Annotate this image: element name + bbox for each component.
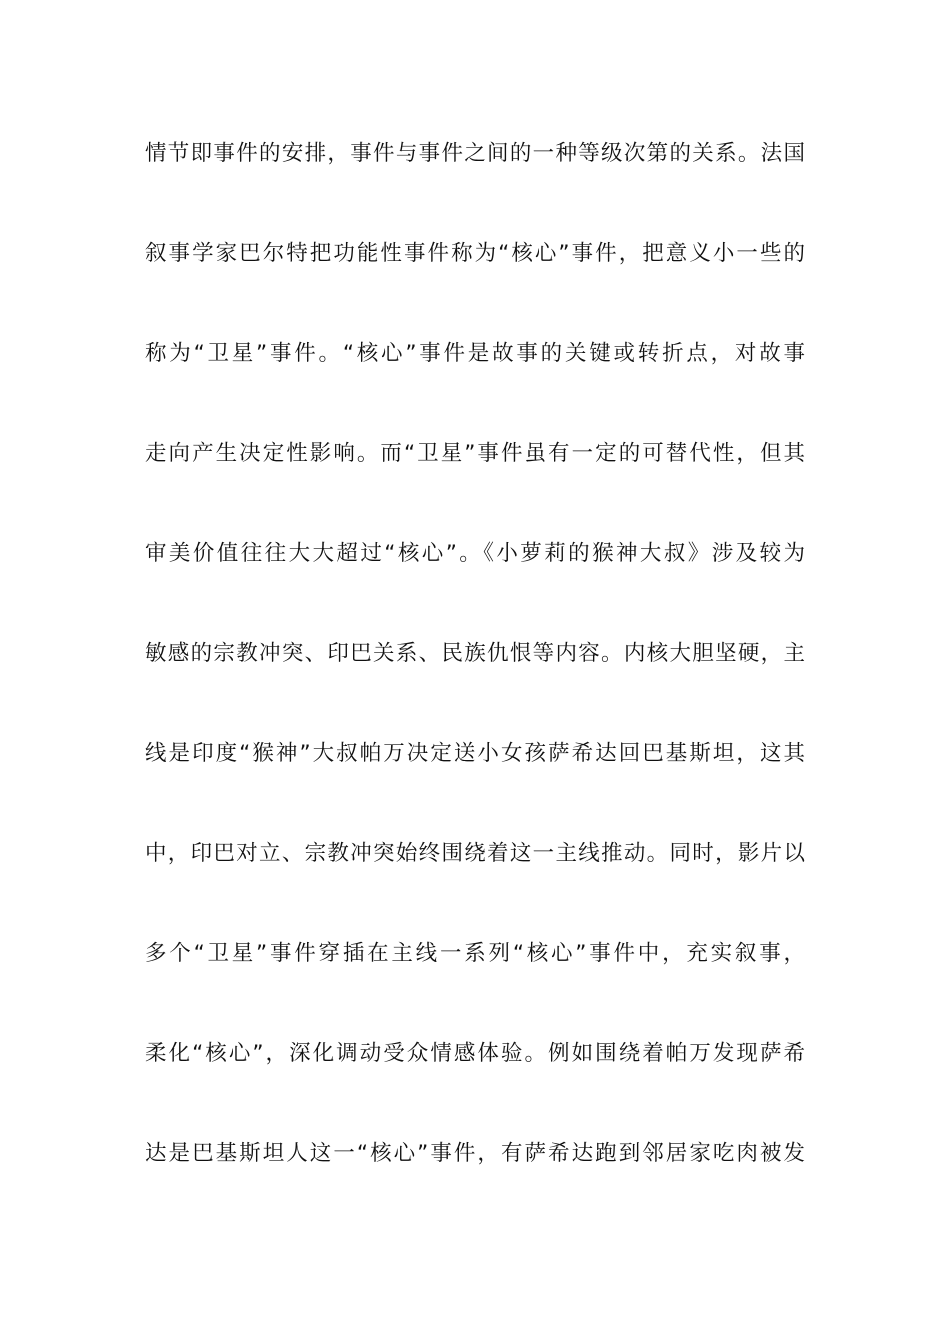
text-line: 中，印巴对立、宗教冲突始终围绕着这一主线推动。同时，影片以: [145, 841, 805, 866]
text-line: 敏感的宗教冲突、印巴关系、民族仇恨等内容。内核大胆坚硬，主: [145, 641, 805, 666]
text-line: 叙事学家巴尔特把功能性事件称为“核心”事件，把意义小一些的: [145, 241, 805, 266]
text-line: 走向产生决定性影响。而“卫星”事件虽有一定的可替代性，但其: [145, 441, 805, 466]
text-line: 多个“卫星”事件穿插在主线一系列“核心”事件中，充实叙事，: [145, 941, 805, 966]
text-line: 线是印度“猴神”大叔帕万决定送小女孩萨希达回巴基斯坦，这其: [145, 741, 805, 766]
text-line: 情节即事件的安排，事件与事件之间的一种等级次第的关系。法国: [145, 141, 805, 166]
text-line: 柔化“核心”，深化调动受众情感体验。例如围绕着帕万发现萨希: [145, 1041, 805, 1066]
body-paragraph: [145, 134, 805, 1234]
text-line: 审美价值往往大大超过“核心”。《小萝莉的猴神大叔》涉及较为: [145, 541, 805, 566]
text-line: 达是巴基斯坦人这一“核心”事件，有萨希达跑到邻居家吃肉被发: [145, 1141, 805, 1166]
text-line: 称为“卫星”事件。“核心”事件是故事的关键或转折点，对故事: [145, 341, 805, 366]
